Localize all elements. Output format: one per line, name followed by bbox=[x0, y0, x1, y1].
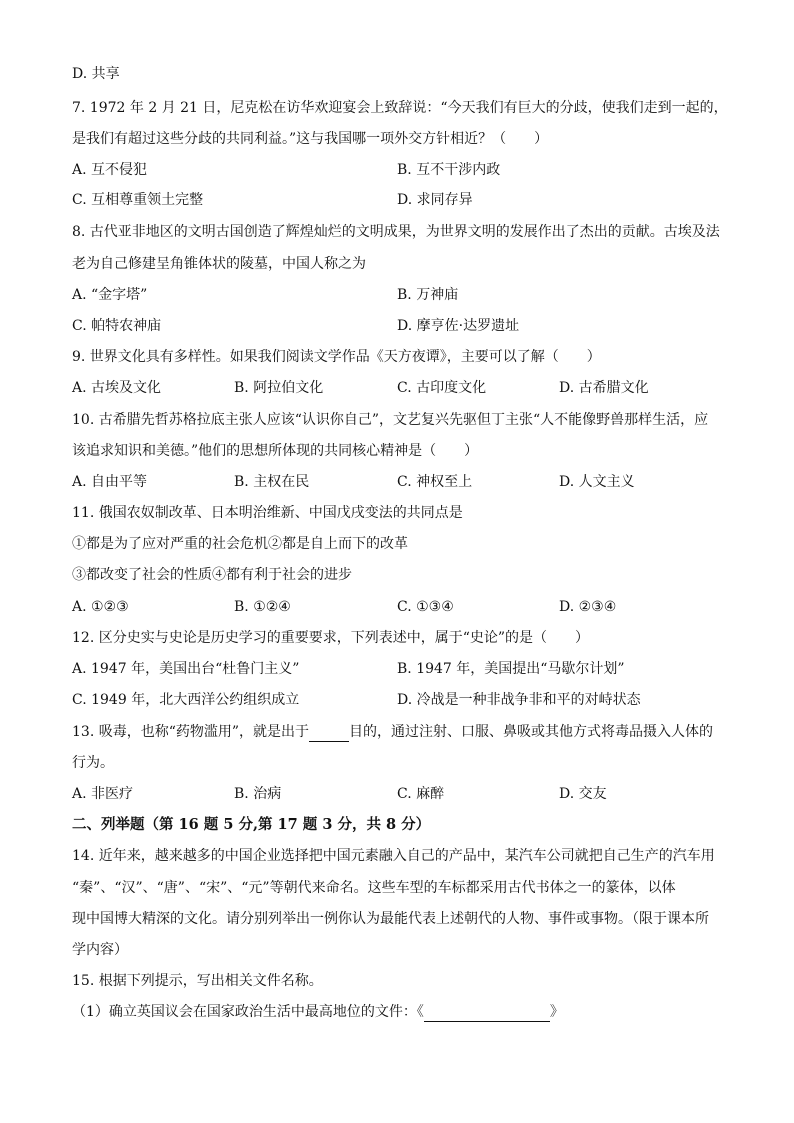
q14-line2: “秦”、“汉”、“唐”、“宋”、“元”等朝代来命名。这些车型的车标都采用古代书体之一的篆体，以体 bbox=[72, 880, 676, 896]
q11-line1: 11. 俄国农奴制改革、日本明治维新、中国戊戌变法的共同点是 bbox=[72, 505, 463, 521]
q13-line2: 行为。 bbox=[72, 755, 114, 771]
q8-line1: 8. 古代亚非地区的文明古国创造了辉煌灿烂的文明成果，为世界文明的发展作出了杰出的贡献。古埃及法 bbox=[72, 224, 720, 240]
q9-option-a: A. 古埃及文化 bbox=[72, 380, 162, 396]
q14-line4: 学内容） bbox=[72, 942, 128, 958]
q7-option-b: B. 互不干涉内政 bbox=[397, 162, 501, 178]
q13-text-after: 目的，通过注射、口服、鼻吸或其他方式将毒品摄入人体的 bbox=[349, 724, 714, 740]
option-d-share: D. 共享 bbox=[72, 66, 120, 82]
q14-line3: 现中国博大精深的文化。请分别列举出一例你认为最能代表上述朝代的人物、事件或事物。（限于课本所 bbox=[72, 911, 709, 927]
q12-line1: 12. 区分史实与史论是历史学习的重要要求，下列表述中，属于“史论”的是（ ） bbox=[72, 630, 590, 646]
q9-option-b: B. 阿拉伯文化 bbox=[234, 380, 324, 396]
q8-option-a: A. “金字塔” bbox=[72, 287, 148, 303]
q13-option-a: A. 非医疗 bbox=[72, 786, 134, 802]
q15-sub1-text-before: （1）确立英国议会在国家政治生活中最高地位的文件：《 bbox=[72, 1004, 424, 1020]
q14-line1: 14. 近年来，越来越多的中国企业选择把中国元素融入自己的产品中，某汽车公司就把自己生产的汽车用 bbox=[72, 848, 715, 864]
q11-option-d: D. ②③④ bbox=[559, 599, 617, 615]
q12-option-d: D. 冷战是一种非战争非和平的对峙状态 bbox=[397, 692, 641, 708]
q11-option-b: B. ①②④ bbox=[234, 599, 291, 615]
q13-option-b: B. 治病 bbox=[234, 786, 282, 802]
q9-line1: 9. 世界文化具有多样性。如果我们阅读文学作品《天方夜谭》，主要可以了解（ ） bbox=[72, 349, 601, 365]
q7-option-d: D. 求同存异 bbox=[397, 192, 473, 208]
q8-option-d: D. 摩亨佐·达罗遗址 bbox=[397, 318, 520, 334]
q10-option-c: C. 神权至上 bbox=[397, 474, 473, 490]
q7-line2: 是我们有超过这些分歧的共同利益。”这与我国哪一项外交方针相近？（ ） bbox=[72, 131, 549, 147]
q12-option-b: B. 1947 年，美国提出“马歇尔计划” bbox=[397, 661, 625, 677]
q8-option-c: C. 帕特农神庙 bbox=[72, 318, 162, 334]
q9-option-c: C. 古印度文化 bbox=[397, 380, 487, 396]
q10-line2: 该追求知识和美德。”他们的思想所体现的共同核心精神是（ ） bbox=[72, 443, 479, 459]
q15-line1: 15. 根据下列提示，写出相关文件名称。 bbox=[72, 973, 323, 989]
q15-sub1-text-after: 》 bbox=[549, 1004, 564, 1020]
q10-option-b: B. 主权在民 bbox=[234, 474, 310, 490]
q7-option-a: A. 互不侵犯 bbox=[72, 162, 148, 178]
q9-option-d: D. 古希腊文化 bbox=[559, 380, 649, 396]
q11-option-c: C. ①③④ bbox=[397, 599, 454, 615]
section-heading: 二、列举题（第 16 题 5 分,第 17 题 3 分，共 8 分） bbox=[72, 816, 431, 833]
q7-option-c: C. 互相尊重领土完整 bbox=[72, 192, 204, 208]
q15-sub1-answer-blank[interactable] bbox=[424, 1005, 550, 1022]
q13-option-d: D. 交友 bbox=[559, 786, 607, 802]
q13-line1 bbox=[72, 722, 713, 742]
q10-option-d: D. 人文主义 bbox=[559, 474, 635, 490]
q11-option-a: A. ①②③ bbox=[72, 599, 129, 615]
q15-sub1 bbox=[72, 1002, 564, 1022]
q11-line2: ①都是为了应对严重的社会危机②都是自上而下的改革 bbox=[72, 536, 408, 552]
q8-option-b: B. 万神庙 bbox=[397, 287, 459, 303]
q10-line1: 10. 古希腊先哲苏格拉底主张人应该“认识你自己”，文艺复兴先驱但丁主张“人不能像野兽那样生活，应 bbox=[72, 412, 709, 428]
q8-line2: 老为自己修建呈角锥体状的陵墓，中国人称之为 bbox=[72, 256, 366, 272]
q7-line1: 7. 1972 年 2 月 21 日，尼克松在访华欢迎宴会上致辞说：“今天我们有巨大的分歧，使我们走到一起的， bbox=[72, 100, 728, 116]
q12-option-c: C. 1949 年，北大西洋公约组织成立 bbox=[72, 692, 300, 708]
q13-answer-blank[interactable] bbox=[309, 725, 349, 742]
q11-line3: ③都改变了社会的性质④都有利于社会的进步 bbox=[72, 567, 352, 583]
q13-option-c: C. 麻醉 bbox=[397, 786, 445, 802]
q12-option-a: A. 1947 年，美国出台“杜鲁门主义” bbox=[72, 661, 300, 677]
q13-text-before: 13. 吸毒，也称“药物滥用”，就是出于 bbox=[72, 724, 310, 740]
q10-option-a: A. 自由平等 bbox=[72, 474, 148, 490]
